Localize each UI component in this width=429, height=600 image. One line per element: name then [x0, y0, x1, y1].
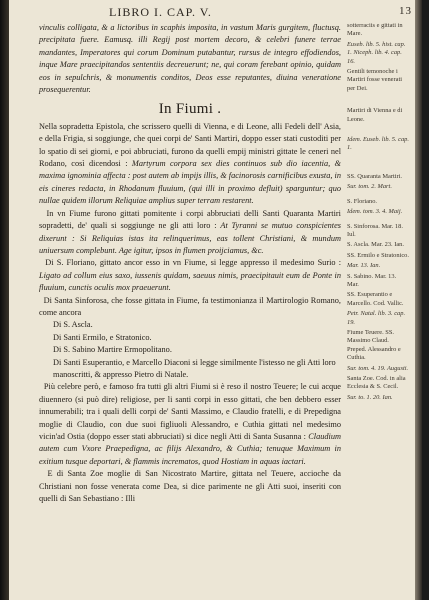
margin-note: Sur. tom. 2. Mart.	[347, 183, 392, 191]
margin-note: sotterraciis e gittati in Mare.	[347, 22, 403, 38]
paragraph	[39, 121, 341, 208]
book-binding	[0, 0, 9, 600]
paragraph-text: Più celebre però, e famoso fra tutti gli altri Fiumi si è reso il nostro Teuere; le cui acque diuennero (si può dire) religiose, per li santi corpi in esso gittati, che ben debbero esser innumerabili; tra i quali delli corpi de' Santi Massimo, e Claudio fratelli, e di Prepedigna moglie di Claudio, con due suoi figliuoli Alessandro, e Cuthia gittati nel medesimo vicin'ad Ostia (doppo esser stati abbruciati) si dice negli Atti di Santa Susanna :	[39, 382, 341, 441]
list-item: Di S. Sabino Martire Ermopolitano.	[53, 345, 172, 355]
paragraph	[39, 257, 341, 294]
running-head: LIBRO I. CAP. V.	[109, 5, 212, 19]
margin-note: Idem. tom. 3. 4. Maij.	[347, 208, 403, 216]
list-item: Di Santi Ermilo, e Stratonico.	[53, 332, 152, 342]
margin-note: SS. Esuperantio e Marcello. Cod. Vallic.	[347, 291, 404, 307]
paragraph-text: E di Santa Zoe moglie di San Nicostrato Martire, gittata nel Teuere, accioche da Christiani non fosse venerata come Dea, si dice parimente ne gli Atti suoi, inseriti con quelli di San Sebastiano : Illi	[39, 469, 341, 504]
margin-note: S. Sabino. Mar. 13. Mar.	[347, 272, 397, 288]
paragraph-text: Nella sopradetta Epistola, che scrissero quelli di Vienna, e di Leone, alli Fedeli dell' Asia, e della Frigia, si soggiunge, che quei corpi de' Santi Martiri, doppo esser stati custoditi per lo spatio di sei giorni, e poi abbruciati, furono da quelli empij ministri gittate le ceneri nel Rodano, così dicendosi :	[39, 121, 341, 169]
paragraph	[39, 295, 341, 320]
list-item: Di Santi Esuperantio, e Marcello Diaconi si legge similmente l'istesso ne gli Atti loro manoscritti, & appresso Pietro di Natale.	[53, 357, 336, 379]
margin-note: Martiri di Vienna e di Leone.	[347, 107, 403, 123]
book-page	[9, 0, 422, 600]
margin-note: S. Ascla. Mar. 23. Ian.	[347, 241, 404, 249]
paragraph-text: Di S. Floriano, gittato ancor esso in vn Fiume, si legge appresso il medesimo Surio :	[45, 258, 341, 268]
latin-quote: Ligato ad collum eius saxo, iussenis quidam, saeuus nimis, praecipitauit eum de Ponte in fluuium, cunctis oculis mox praeuerunt.	[39, 270, 341, 293]
paragraph	[39, 208, 341, 258]
margin-note: SS. Ermilo e Stratonico.	[347, 251, 409, 259]
saints-list	[39, 319, 341, 381]
paragraph	[39, 381, 341, 468]
margin-note: Petr. Natal. lib. 3. cap. 19.	[347, 310, 406, 326]
latin-quote: Martyrum corpora sex dies continuos sub dio iacentia, & maxima ignominia affecta : post autem ab impijs illis, & facinorosis carnificibus exusta, in eis cineres redacta, in Rhodanum fluuium, (qui illi in proximo defluit) sparguntur; quo nullae quidem illorum Reliquiae amplius super terram restarent.	[39, 159, 342, 206]
margin-note: Sur. tom. 4. 19. Augusti.	[347, 364, 409, 372]
paragraph: vinculis colligata, & a lictoribus in scaphis imposita, in vastum Maris gurgitem, fluctusq. precipitata fuere. Eamusq. illi Regij post mortem decoro, & celebri funere terrae mandantes, Imperatores qui corum Dominum putabantur, rursus de integro effodiendos, inque Mare praecipitandos sententiis decreuerunt; ne, qui coram ferebant opinio, quidam eos in sepulchris, & monumentis conditos, Deos esse reputantes, diuina veneratione prosequerentur.	[39, 23, 341, 95]
margin-note: Sur. to. 1. 20. Ian.	[347, 393, 393, 401]
margin-note: Euseb. lib. 5. hist. cap. 1. Niceph. lib. 4. cap. 16.	[347, 40, 406, 65]
paragraph-text: In vn Fiume furono gittati pomitente i corpi abbruciati delli Santi Quaranta Martiri sopradetti, de' quali si soggiunge ne gli atti loro :	[39, 208, 341, 231]
page-edge	[415, 0, 422, 600]
margin-note: S. Floriano.	[347, 197, 378, 205]
latin-quote: Claudium autem cum Vxore Praepedigna, ac filijs Alexandro, & Cuthia; tenuque Maximum in exitium tusque deportari, & flammis incrematos, quod Hostiam in aquas iactari.	[39, 432, 341, 466]
paragraph-text: Di Santa Sinforosa, che fosse gittata in Fiume, fa testimonianza il Martirologio Romano, come ancora	[39, 295, 341, 317]
page-number: 13	[399, 5, 412, 17]
margin-note: Fiume Teuere. SS. Massimo Claud. Preped. Alessandro e Cuthia.	[347, 328, 401, 362]
margin-note: Gentili temonoche i Martiri fosse venerati per Dei.	[347, 68, 403, 92]
section-title: In Fiumi .	[158, 101, 222, 118]
margin-note: Mar. 13. Ian.	[347, 262, 381, 270]
margin-note: SS. Quaranta Martiri.	[347, 172, 403, 180]
latin-quote: At Tyranni se mutuo conspicientes dixerunt : Si Reliquias istas ita relinquerimus, eas tollent Christiani, & mundum uniuersum complebunt. Age igitur, ipsos in flumen proijciamus, &c.	[39, 221, 342, 255]
paragraph	[39, 468, 341, 505]
margin-note: Santa Zoe. Cod. in alia Ecclesia & S. Cecil.	[347, 375, 406, 391]
margin-note: S. Sinforosa. Mar. 18. Iul.	[347, 222, 403, 238]
margin-notes	[347, 22, 409, 404]
margin-note: Idem. Euseb. lib. 5. cap. 1.	[347, 136, 409, 152]
main-text	[39, 22, 341, 505]
list-item: Di S. Ascla.	[53, 320, 93, 330]
